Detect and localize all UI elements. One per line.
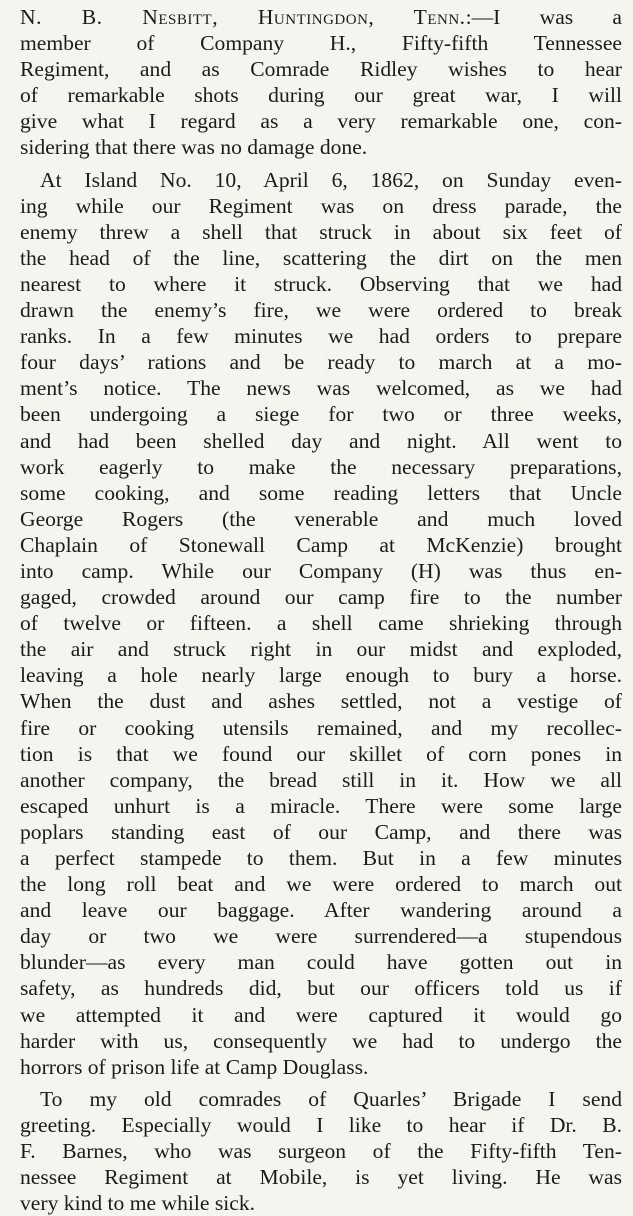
text-line: blunder—as every man could have gotten out in — [20, 950, 622, 975]
paragraph-1 — [20, 4, 622, 161]
text-line: into camp. While our Company (H) was thus en- — [20, 558, 622, 583]
text-line: ing while our Regiment was on dress parade, the — [20, 193, 622, 218]
text-line: To my old comrades of Quarles’ Brigade I send — [40, 1086, 622, 1111]
text-line: escaped unhurt is a miracle. There were some large — [20, 793, 622, 818]
paragraph-3 — [20, 1086, 622, 1216]
text-line: four days’ rations and be ready to march at a mo- — [20, 350, 622, 375]
text-line: ment’s notice. The news was welcomed, as we had — [20, 376, 622, 401]
text-line: the air and struck right in our midst and exploded, — [20, 637, 622, 662]
text-line: tion is that we found our skillet of corn pones in — [20, 741, 622, 766]
text-line: safety, as hundreds did, but our officers told us if — [20, 976, 622, 1001]
text-line: nessee Regiment at Mobile, is yet living. He was — [20, 1165, 622, 1190]
text-line: harder with us, consequently we had to undergo the — [20, 1028, 622, 1053]
text-line: the long roll beat and we were ordered to march out — [20, 872, 622, 897]
text-line: horrors of prison life at Camp Douglass. — [20, 1054, 369, 1079]
text-line: Regiment, and as Comrade Ridley wishes to hear — [20, 57, 622, 82]
text-line: poplars standing east of our Camp, and there was — [20, 819, 622, 844]
text-line: nearest to where it struck. Observing that we had — [20, 271, 622, 296]
text-line: of remarkable shots during our great war, I will — [20, 83, 622, 108]
text-line: gaged, crowded around our camp fire to the number — [20, 585, 622, 610]
text-line: and had been shelled day and night. All went to — [20, 428, 622, 453]
text-line: ranks. In a few minutes we had orders to prepare — [20, 324, 622, 349]
text-line: member of Company H., Fifty-fifth Tennessee — [20, 31, 622, 56]
text-line: some cooking, and some reading letters that Uncle — [20, 480, 622, 505]
author-byline: N. B. Nesbitt, Huntingdon, Tenn. — [20, 5, 466, 29]
text-line: fire or cooking utensils remained, and my recollec- — [20, 715, 622, 740]
text-line: F. Barnes, who was surgeon of the Fifty-fifth Ten- — [20, 1139, 622, 1164]
text-line: drawn the enemy’s fire, we were ordered to break — [20, 298, 622, 323]
text-line: been undergoing a siege for two or three weeks, — [20, 402, 622, 427]
text-line: greeting. Especially would I like to hear if Dr. B. — [20, 1112, 622, 1137]
text-line: day or two we were surrendered—a stupendous — [20, 924, 622, 949]
text-line: George Rogers (the venerable and much loved — [20, 506, 622, 531]
text-line: a perfect stampede to them. But in a few minutes — [20, 846, 622, 870]
text-line: of twelve or fifteen. a shell came shrieking through — [20, 611, 622, 636]
text-line: When the dust and ashes settled, not a vestige of — [20, 689, 622, 714]
text-line: At Island No. 10, April 6, 1862, on Sunday even- — [40, 167, 622, 192]
text-line: sidering that there was no damage done. — [20, 135, 368, 160]
paragraph-2 — [20, 167, 622, 1080]
text-line: and leave our baggage. After wandering around a — [20, 898, 622, 923]
text-line: the head of the line, scattering the dirt on the men — [20, 245, 622, 270]
text-line: work eagerly to make the necessary preparations, — [20, 454, 622, 479]
text-line: Chaplain of Stonewall Camp at McKenzie) brought — [20, 532, 622, 557]
text-line: give what I regard as a very remarkable one, con- — [20, 109, 622, 134]
text-line: we attempted it and were captured it would go — [20, 1002, 622, 1027]
text-line: leaving a hole nearly large enough to bury a horse. — [20, 663, 622, 688]
text-line: another company, the bread still in it. How we all — [20, 767, 622, 792]
text-line: enemy threw a shell that struck in about six feet of — [20, 219, 622, 244]
text-line: N. B. Nesbitt, Huntingdon, Tenn.:—I was a — [20, 5, 623, 29]
text-line: very kind to me while sick. — [20, 1191, 256, 1216]
